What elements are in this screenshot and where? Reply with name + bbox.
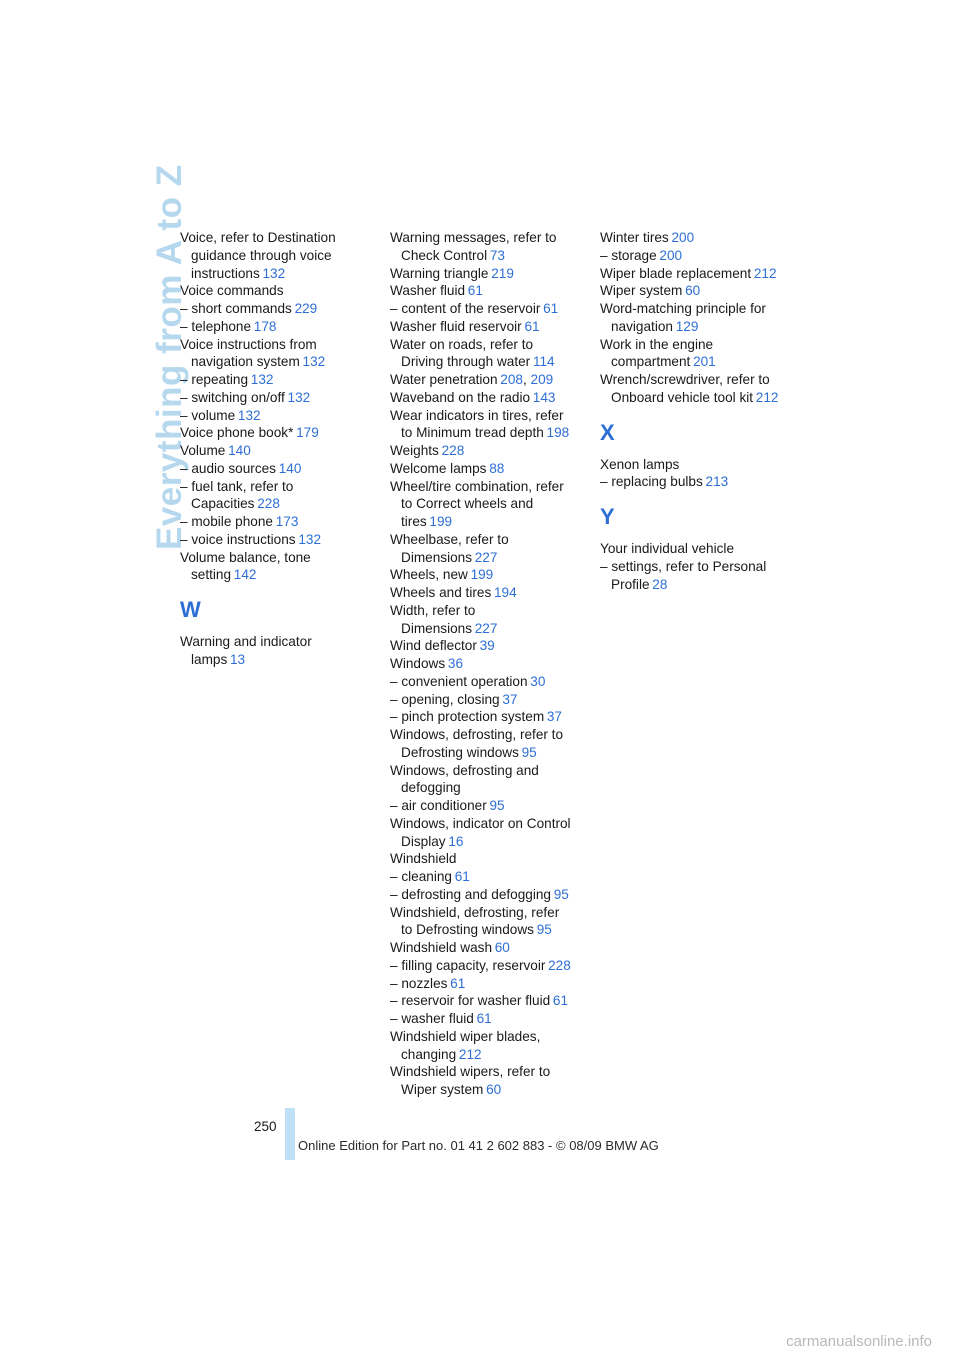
index-entry-text: Volume (180, 443, 226, 458)
index-entry (390, 868, 590, 886)
page-number: 250 (254, 1119, 277, 1134)
index-entry (390, 637, 590, 655)
side-title (112, 164, 189, 550)
page-reference-link[interactable]: 132 (262, 265, 286, 281)
page-reference-link[interactable]: 140 (278, 460, 302, 476)
page-reference-link[interactable]: 198 (546, 425, 570, 441)
index-entry-text: Width, refer to Dimensions (390, 602, 476, 636)
page-reference-link[interactable]: 209 (530, 372, 554, 387)
index-entry (390, 957, 590, 975)
index-entry (390, 566, 590, 584)
page-reference-link[interactable]: 227 (474, 549, 498, 565)
index-entry (600, 456, 800, 474)
page-reference-link[interactable]: 95 (521, 744, 537, 760)
index-entry (390, 318, 590, 336)
index-entry-text: – storage (600, 247, 657, 263)
index-entry-text: Voice commands (180, 283, 284, 299)
index-entry (180, 336, 380, 372)
index-entry (390, 815, 590, 851)
index-entry (390, 389, 590, 407)
index-entry-text: Wrench/screwdriver, refer to Onboard vehicle tool kit (600, 372, 770, 405)
index-entry-text: Windows, indicator on Control Display (390, 815, 571, 849)
page-reference-link[interactable]: 179 (296, 425, 319, 441)
index-entry (390, 904, 590, 940)
page-reference-link[interactable]: 213 (705, 474, 729, 490)
index-entry (390, 762, 590, 798)
index-entry-text: – voice instructions (180, 531, 296, 547)
index-entry: Water penetration 208, 209 (390, 372, 554, 387)
page-reference-link[interactable]: 194 (493, 585, 517, 600)
page-reference-link[interactable]: 140 (228, 443, 251, 458)
index-entry (390, 797, 590, 815)
index-entry-text: – nozzles (390, 975, 448, 991)
index-entry (180, 513, 380, 531)
index-entry (180, 282, 380, 300)
index-entry (390, 992, 590, 1010)
index-entry (390, 229, 590, 265)
index-entry-text: Washer fluid reservoir (390, 318, 522, 334)
index-entry (390, 850, 590, 868)
page-reference-link[interactable]: 13 (230, 651, 246, 667)
page-reference-link[interactable]: 37 (502, 691, 518, 707)
index-entry (600, 265, 800, 283)
index-entry-text: Volume balance, tone setting (180, 549, 311, 583)
index-entry (180, 229, 380, 282)
index-entry-text: Windows, defrosting, refer to Defrosting windows (390, 727, 564, 760)
index-entry-text: Windshield, defrosting, refer to Defrosting windows (390, 904, 560, 938)
index-entry (390, 300, 590, 318)
index-entry (390, 655, 590, 673)
side-title-text: Everything from A to Z (150, 164, 189, 550)
index-column-3 (600, 229, 800, 593)
page-reference-link[interactable]: 228 (441, 443, 465, 458)
index-entry (390, 939, 590, 957)
index-entry (390, 584, 590, 602)
index-entry (390, 336, 590, 372)
page-reference-link[interactable]: 61 (543, 301, 559, 316)
page-reference-link[interactable]: 200 (671, 230, 695, 245)
index-entry-text: – repeating (180, 372, 249, 387)
index-entry-text: Water on roads, refer to Driving through water (390, 336, 534, 370)
index-column-1 (180, 229, 380, 669)
index-entry (390, 673, 590, 691)
page-reference-link[interactable]: 61 (476, 1011, 492, 1026)
index-entry-text: Windshield wash (390, 940, 492, 955)
index-entry (600, 282, 800, 300)
footer-accent-bar (285, 1108, 295, 1160)
page-reference-link[interactable]: 28 (652, 576, 668, 592)
page-reference-link[interactable]: 212 (755, 389, 779, 405)
index-entry (180, 407, 380, 425)
page-reference-link[interactable]: 88 (489, 460, 505, 476)
index-entry (180, 549, 380, 585)
index-entry (390, 1028, 590, 1064)
index-entry (600, 229, 800, 247)
index-entry-text: – settings, refer to Personal Profile (600, 558, 767, 592)
index-entry (390, 1010, 590, 1028)
index-entry-text: – short commands (180, 301, 292, 316)
page-reference-link[interactable]: 37 (546, 709, 562, 725)
index-entry (180, 442, 380, 460)
page-reference-link[interactable]: 16 (448, 833, 464, 849)
page-reference-link[interactable]: 132 (298, 531, 322, 547)
index-entry (390, 265, 590, 283)
index-entry-text: Windows, defrosting and defogging (390, 762, 539, 796)
index-entry-text: Your individual vehicle (600, 541, 735, 556)
index-entry-text: Wind deflector (390, 638, 477, 654)
index-entry (390, 1063, 590, 1099)
index-entry-text: Windows (390, 656, 446, 671)
index-entry (600, 371, 800, 407)
index-entry (600, 540, 800, 558)
page-reference-link[interactable]: 30 (530, 673, 546, 689)
index-entry (390, 975, 590, 993)
index-entry (390, 407, 590, 443)
index-entry-text: – washer fluid (390, 1011, 474, 1026)
index-entry (180, 371, 380, 389)
index-entry-text: Warning and indicator lamps (180, 634, 312, 667)
index-entry-text: Washer fluid (390, 283, 466, 299)
index-entry (180, 318, 380, 336)
index-entry-text: Welcome lamps (390, 460, 487, 476)
index-entry-text: – pinch protection system (390, 709, 545, 725)
index-entry-text: Voice instructions from navigation system (180, 336, 317, 370)
index-entry (180, 300, 380, 318)
index-entry-text: – telephone (180, 318, 252, 334)
page-reference-link[interactable]: 60 (494, 940, 510, 955)
index-entry-text: Wheels, new (390, 567, 468, 583)
index-entry-text: – audio sources (180, 460, 276, 476)
index-entry-text: – air conditioner (390, 798, 487, 813)
index-entry (390, 531, 590, 567)
page-reference-link[interactable]: 227 (474, 620, 498, 636)
page-reference-link[interactable]: 61 (552, 993, 569, 1009)
index-entry-text: – opening, closing (390, 691, 500, 707)
index-entry-text: Wheel/tire combination, refer to Correct wheels and tires (390, 478, 564, 529)
page-reference-link[interactable]: 73 (489, 247, 505, 263)
page-reference-link[interactable]: 61 (524, 318, 540, 334)
page-reference-link[interactable]: 95 (553, 886, 569, 902)
index-entry (390, 282, 590, 300)
index-entry (180, 424, 380, 442)
page-reference-link[interactable]: 228 (548, 957, 571, 973)
page-reference-link[interactable]: 60 (685, 283, 701, 299)
page-reference-link[interactable]: 199 (470, 567, 494, 583)
index-entry-text: Water penetration (390, 372, 498, 387)
index-entry (390, 460, 590, 478)
index-entry-text: Windshield (390, 851, 457, 867)
index-entry (600, 558, 800, 594)
index-entry-text: Xenon lamps (600, 456, 680, 472)
index-entry (390, 886, 590, 904)
index-entry-text: – filling capacity, reservoir (390, 957, 546, 973)
index-entry (180, 633, 380, 669)
page-reference-link[interactable]: 61 (450, 975, 466, 991)
index-entry-text: – reservoir for washer fluid (390, 993, 551, 1009)
index-entry-text: Winter tires (600, 230, 669, 245)
index-entry (600, 336, 800, 372)
index-entry (180, 531, 380, 549)
page-reference-link[interactable]: 132 (302, 354, 326, 370)
index-entry-text: Voice phone book* (180, 425, 294, 441)
index-entry-text: Waveband on the radio (390, 389, 531, 405)
page-reference-link[interactable]: 36 (447, 656, 464, 671)
page-reference-link[interactable]: 201 (693, 354, 716, 370)
page-reference-link[interactable]: 61 (454, 869, 470, 884)
index-entry (180, 389, 380, 407)
index-entry (390, 442, 590, 460)
page-reference-link[interactable]: 142 (233, 567, 257, 583)
index-entry (600, 300, 800, 336)
index-entry (390, 691, 590, 709)
index-entry-text: Voice, refer to Destination guidance through voice instructions (180, 230, 336, 281)
index-entry (390, 478, 590, 531)
section-letter: W (180, 597, 201, 622)
page-reference-link[interactable]: 229 (294, 301, 318, 316)
index-entry-text: Warning messages, refer to Check Control (390, 230, 557, 263)
index-entry-text: Windshield wiper blades, changing (390, 1028, 541, 1062)
index-entry (180, 478, 380, 514)
index-entry-text: Wheelbase, refer to Dimensions (390, 531, 509, 565)
index-entry-text: Wiper system (600, 283, 683, 299)
index-entry-text: – switching on/off (180, 389, 285, 405)
index-entry (390, 726, 590, 762)
page-reference-link[interactable]: 114 (532, 354, 555, 370)
page-reference-link[interactable]: 228 (257, 496, 280, 512)
index-entry-text: Weights (390, 443, 439, 458)
index-entry-text: – volume (180, 407, 236, 423)
section-letter: Y (600, 504, 615, 529)
footer-edition-text: Online Edition for Part no. 01 41 2 602 883 - © 08/09 BMW AG (298, 1138, 659, 1153)
index-entry-text: Windshield wipers, refer to Wiper system (390, 1064, 551, 1097)
page-reference-link[interactable]: 212 (458, 1046, 482, 1062)
page-reference-link[interactable]: 95 (489, 798, 505, 813)
page-reference-link[interactable]: 208 (500, 372, 523, 387)
index-entry (600, 247, 800, 265)
page-reference-link[interactable]: 129 (675, 318, 699, 334)
index-entry (180, 460, 380, 478)
page-reference-link[interactable]: 39 (479, 638, 495, 654)
index-column-2 (390, 229, 590, 1099)
page-reference-link[interactable]: 199 (429, 514, 453, 529)
index-entry-text: Wear indicators in tires, refer to Minimum tread depth (390, 407, 564, 441)
index-entry-text: – cleaning (390, 869, 452, 884)
page-reference-link[interactable]: 132 (237, 407, 261, 423)
page-reference-link[interactable]: 173 (275, 514, 299, 529)
index-entry-text: Wiper blade replacement (600, 265, 752, 281)
page-reference-link[interactable]: 200 (659, 247, 683, 263)
watermark: carmanualsonline.info (786, 1333, 932, 1350)
index-entry (390, 708, 590, 726)
index-entry-text: – replacing bulbs (600, 474, 703, 490)
page-reference-link[interactable]: 212 (753, 265, 777, 281)
page-reference-link[interactable]: 60 (486, 1082, 502, 1097)
index-entry-text: – fuel tank, refer to Capacities (180, 478, 294, 512)
index-entry-text: – mobile phone (180, 514, 273, 529)
index-entry-text: Wheels and tires (390, 585, 492, 600)
page-reference-link[interactable]: 178 (253, 318, 277, 334)
index-entry-text: Warning triangle (390, 265, 489, 281)
index-entry (390, 602, 590, 638)
page-reference-link[interactable]: 219 (491, 265, 514, 281)
page-reference-link[interactable]: 61 (467, 283, 483, 299)
page-reference-link[interactable]: 132 (250, 372, 274, 387)
section-letter: X (600, 419, 615, 445)
index-entry (600, 473, 800, 491)
index-entry-text: – convenient operation (390, 673, 528, 689)
page-reference-link[interactable]: 95 (536, 922, 552, 938)
index-entry-text: – defrosting and defogging (390, 886, 551, 902)
page-reference-link[interactable]: 132 (287, 389, 311, 405)
index-entry-text: Word-matching principle for navigation (600, 301, 766, 334)
index-entry-text: Work in the engine compartment (600, 336, 714, 370)
page-reference-link[interactable]: 143 (532, 389, 556, 405)
index-entry-text: – content of the reservoir (390, 301, 541, 316)
